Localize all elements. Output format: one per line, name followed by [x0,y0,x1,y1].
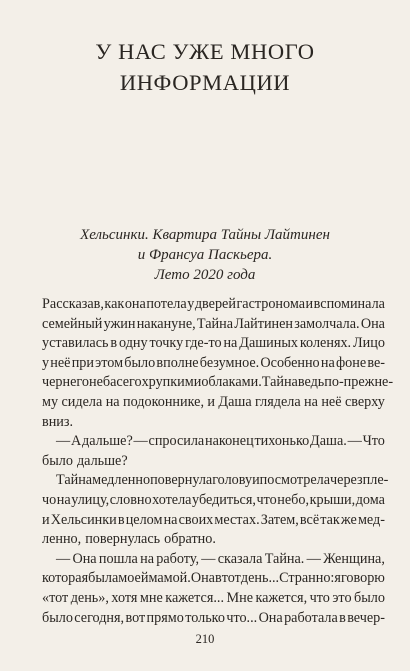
word: на [320,354,335,371]
word: вечер- [347,609,385,626]
word: было [42,609,73,626]
chapter-title-line: У НАС УЖЕ МНОГО [95,39,315,64]
word: и [252,472,260,489]
word: в [110,335,118,352]
text-line [42,589,385,609]
word: Лайтинен [234,315,294,332]
word: глядела [255,393,301,410]
body-text [42,295,394,628]
word: как [104,296,125,312]
word: говорю [340,570,385,587]
word: у [42,354,50,371]
text-line [42,295,385,315]
word: мне [139,589,163,606]
word: что [309,589,330,606]
word: местах. [214,511,260,528]
word: Тайна [196,315,234,332]
word: кажется... [165,589,224,606]
word: сидела [61,393,103,410]
word: сверху [344,393,385,410]
word: через [330,472,363,489]
word: день... [240,570,280,587]
text-line [42,373,394,393]
word: — [56,433,71,450]
word: уставилась [42,335,109,352]
epigraph [30,225,380,285]
word: была [88,570,119,587]
word: дверей [194,296,236,312]
word: с [116,374,123,391]
word: Тайна [261,374,298,391]
text-line [42,609,385,629]
word: крыши, [309,491,356,508]
word: Мне [226,589,253,606]
word: небо, [277,491,310,508]
word: дома [355,491,385,508]
word: словно [109,491,152,508]
word: голову [212,472,253,489]
word: вполне [156,354,199,371]
word: на [105,393,120,410]
word: чернего [42,374,89,391]
word: хрупкими [141,374,202,391]
word: целом [125,511,163,528]
word: на [163,511,178,528]
word: так [320,511,340,528]
word: — [306,550,321,567]
word: неба [88,374,117,391]
word: Тайна. [264,550,305,567]
word: гастронома [236,296,306,312]
word: вспоминала [313,296,385,312]
word: дальше? [76,452,128,469]
epigraph-line: Хельсинки. Квартира Тайны Лайтинен [80,227,330,243]
word: было [124,354,156,371]
text-line [42,334,385,354]
word: было [354,589,385,606]
word: его [122,374,142,391]
text-line [42,471,389,491]
word: это [332,589,352,606]
text-line [42,413,385,433]
word: Особенно [260,354,320,371]
word: моей [118,570,149,587]
word: мамой. [148,570,191,587]
word: — [201,550,216,567]
text-line [42,530,385,550]
word: Она [72,550,97,567]
word: в [339,609,346,626]
word: в [117,511,125,528]
word: Она [258,609,283,626]
text-line [42,393,385,413]
text-line [42,550,385,570]
word: Тайна [56,472,93,489]
word: день», [70,589,109,606]
word: пле- [362,472,389,489]
word: которая [42,570,89,587]
word: — [133,433,148,450]
word: всё [299,511,320,528]
text-line [42,491,385,511]
text-line [42,315,385,335]
word: что... [226,609,258,626]
word: облаками. [201,374,262,391]
word: Странно: [279,570,335,587]
word: при [71,354,94,371]
word: же [340,511,357,528]
word: Женщина, [323,550,385,567]
word: прямо [146,609,184,626]
word: работала [284,609,338,626]
word: она [124,296,146,312]
word: на [140,550,155,567]
word: ужин [103,315,136,332]
word: медленно [92,472,151,489]
word: где-то [185,335,222,352]
chapter-title-line: ИНФОРМАЦИИ [119,70,291,95]
word: вниз. [42,413,74,430]
word: хотя [111,589,138,606]
word: обратно. [164,531,216,548]
word: — [347,433,362,450]
word: Даша [218,393,252,410]
word: пошла [98,550,138,567]
word: у [187,296,195,312]
word: фоне [335,354,367,371]
word: тихонько [254,433,310,450]
word: в [215,570,222,587]
epigraph-line: Лето 2020 года [154,267,256,283]
word: А [70,433,82,450]
word: ведь [297,374,325,391]
word: и [305,296,314,312]
text-line [42,511,385,531]
word: Лицо [353,335,385,352]
word: Она [190,570,215,587]
word: ленно, [42,531,82,548]
word: ве- [367,354,385,371]
word: на [304,393,318,410]
word: подоконнике, [122,393,205,410]
word: наконец [205,433,254,450]
word: на [223,335,238,352]
word: по-прежне- [324,374,394,391]
word: Даша. [310,433,347,450]
word: спросила [148,433,205,450]
word: тот [221,570,241,587]
word: Что [362,433,385,450]
word: семейный [42,315,103,332]
word: мед- [357,511,385,528]
word: на [56,491,71,508]
text-line [42,354,385,374]
word: и [207,393,216,410]
word: замолчала. [294,315,360,332]
text-line [42,452,385,472]
word: хотела [152,491,192,508]
word: что [256,491,277,508]
word: я [334,570,341,587]
word: неё [321,393,342,410]
word: улицу, [71,491,110,508]
word: повернулась [85,531,161,548]
word: только [185,609,225,626]
word: сегодня, [74,609,125,626]
word: убедиться, [192,491,256,508]
epigraph-line: и Франсуа Паскьера. [137,247,273,263]
word: накануне, [136,315,196,332]
word: потела [146,296,187,312]
word: вот [125,609,146,626]
word: «тот [42,589,69,606]
text-line [42,569,385,589]
word: Дашиных [239,335,298,352]
word: безумное. [199,354,260,371]
word: неё [50,354,71,371]
word: одну [119,335,148,352]
word: повернула [150,472,213,489]
chapter-title [30,36,380,98]
word: Она [360,315,385,332]
word: му [42,393,59,410]
word: этом [95,354,124,371]
text-line [42,432,385,452]
word: коленях. [299,335,352,352]
word: посмотрела [259,472,331,489]
word: — [56,550,71,567]
word: Хельсинки [50,511,117,528]
word: точку [149,335,184,352]
word: чо [42,491,57,508]
word: Затем, [260,511,299,528]
page-number: 210 [195,632,215,646]
word: Рассказав, [42,296,104,312]
word: было [42,452,73,469]
word: работу, [156,550,200,567]
word: сказала [217,550,263,567]
word: кажется, [255,589,308,606]
word: и [42,511,50,528]
word: своих [178,511,214,528]
word: дальше? [82,433,133,450]
